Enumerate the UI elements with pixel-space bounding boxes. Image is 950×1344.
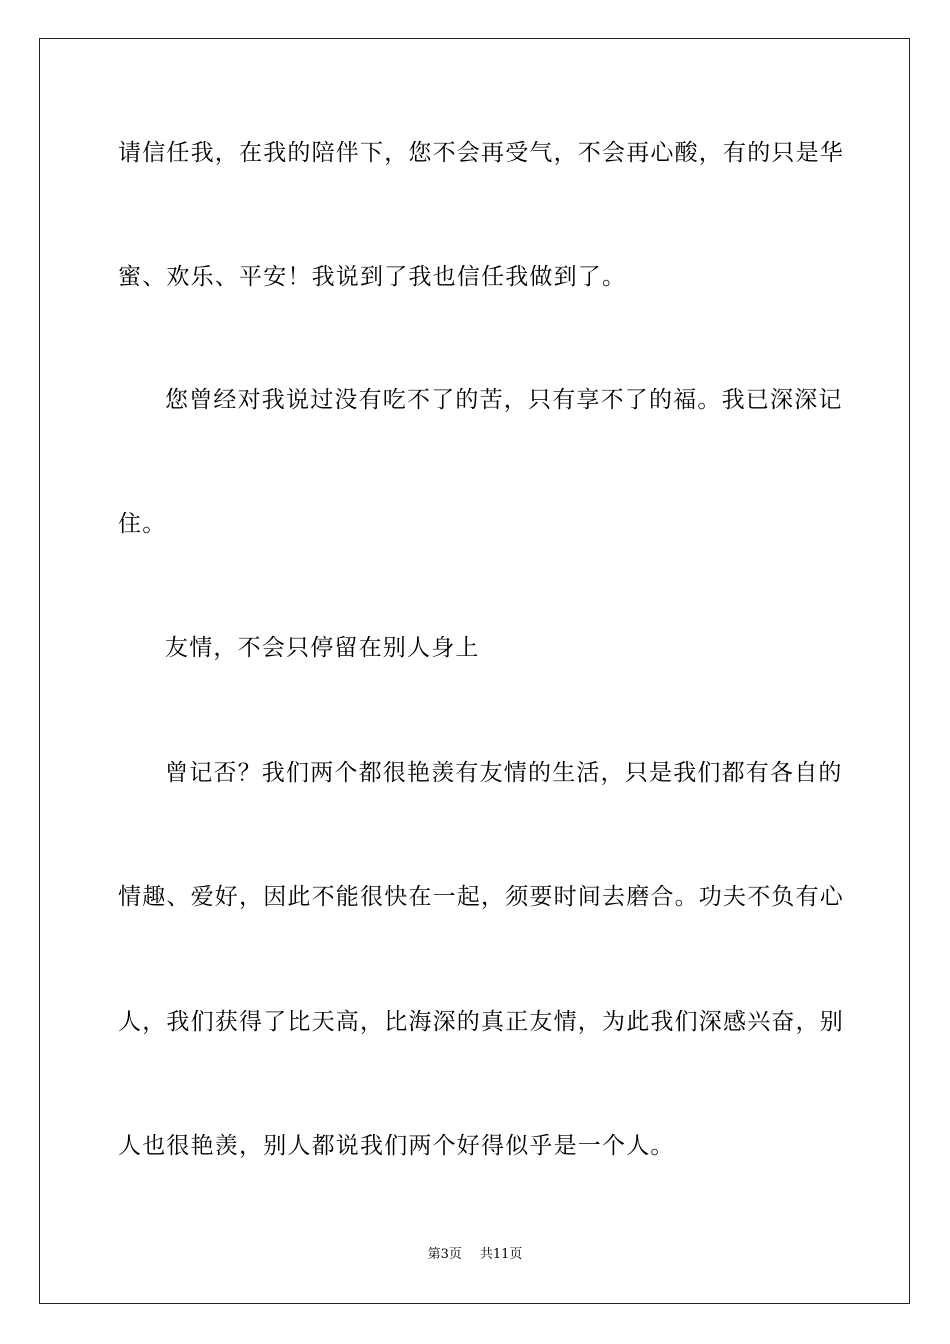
text-line: 您曾经对我说过没有吃不了的苦，只有享不了的福。我已深深记	[165, 387, 843, 413]
section-heading: 友情，不会只停留在别人身上	[165, 635, 480, 661]
text-line: 情趣、爱好，因此不能很快在一起，须要时间去磨合。功夫不负有心	[118, 884, 844, 910]
text-line: 蜜、欢乐、平安！我说到了我也信任我做到了。	[118, 264, 627, 290]
text-line: 人也很艳羡，别人都说我们两个好得似乎是一个人。	[118, 1133, 675, 1159]
page-frame	[39, 38, 910, 1304]
page-footer	[0, 1246, 950, 1264]
text-line: 住。	[118, 511, 167, 537]
page-total: 共11页	[479, 1247, 523, 1262]
text-line: 人，我们获得了比天高，比海深的真正友情，为此我们深感兴奋，别	[118, 1009, 844, 1035]
page-number: 第3页	[427, 1247, 462, 1262]
text-line: 曾记否？我们两个都很艳羡有友情的生活，只是我们都有各自的	[165, 760, 843, 786]
text-line: 请信任我，在我的陪伴下，您不会再受气，不会再心酸，有的只是华	[118, 140, 844, 166]
